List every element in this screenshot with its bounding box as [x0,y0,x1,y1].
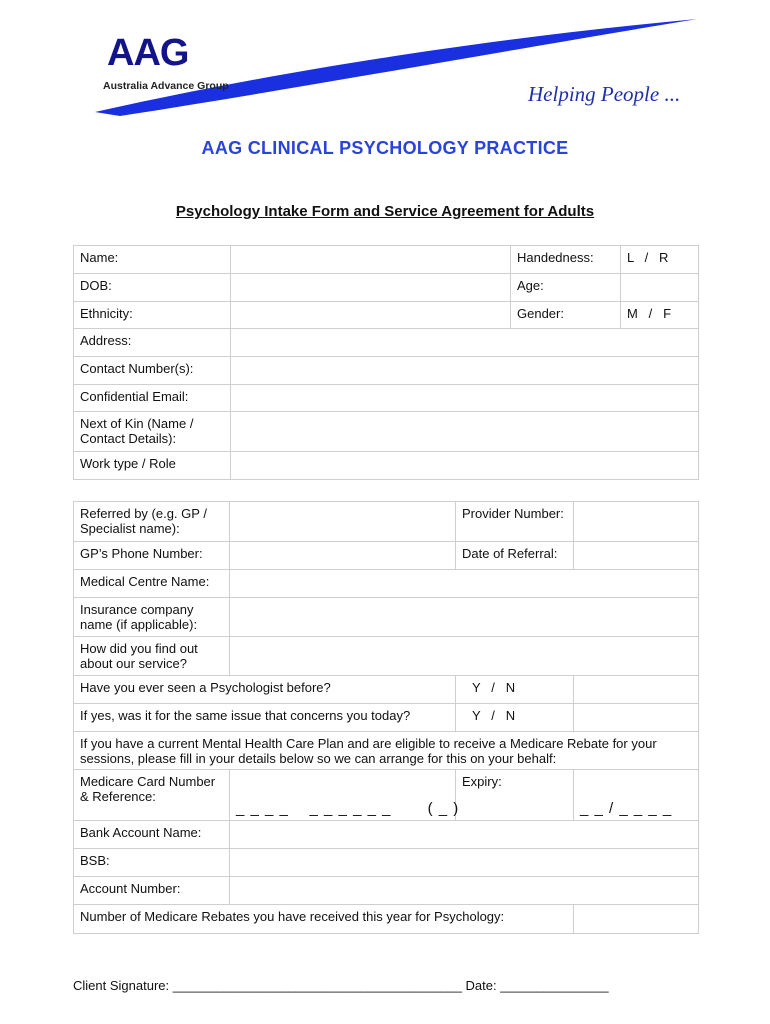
name-label: Name: [74,246,231,274]
medicare-note: If you have a current Mental Health Care Plan and are eligible to receive a Medicare Rebate for your sessions, please fill in your details below so we can arrange for this on your behalf: [74,732,699,770]
medicare-card-label: Medicare Card Number & Reference: [74,770,230,821]
work-field[interactable] [231,452,699,480]
bsb-label: BSB: [74,849,230,877]
seen-psychologist-label: Have you ever seen a Psychologist before? [74,676,456,704]
logo-text: AAG [107,32,189,74]
handedness-label: Handedness: [511,246,621,274]
gender-label: Gender: [511,302,621,329]
seen-psychologist-options[interactable]: Y / N [456,676,574,704]
contact-label: Contact Number(s): [74,357,231,385]
logo-subtitle: Australia Advance Group [103,80,229,92]
find-out-field[interactable] [230,637,699,676]
personal-details-table [73,245,699,480]
ethnicity-label: Ethnicity: [74,302,231,329]
find-out-label: How did you find out about our service? [74,637,230,676]
practice-name: AAG CLINICAL PSYCHOLOGY PRACTICE [201,138,569,158]
handedness-options[interactable]: L / R [621,246,699,274]
expiry-field[interactable] [574,770,699,821]
medicare-card-field[interactable] [230,770,460,821]
provider-number-label: Provider Number: [456,502,574,542]
work-label: Work type / Role [74,452,231,480]
bank-account-field[interactable] [230,821,699,849]
signature-line[interactable]: Client Signature: ________________________________________ Date: _______________ [73,978,609,993]
same-issue-blank [574,704,699,732]
kin-label: Next of Kin (Name / Contact Details): [74,412,231,452]
expiry-blanks: _ _ / _ _ _ _ [580,800,673,817]
rebates-label: Number of Medicare Rebates you have received this year for Psychology: [74,905,574,934]
date-referral-field[interactable] [574,542,699,570]
name-field[interactable] [231,246,511,274]
gp-phone-field[interactable] [230,542,456,570]
same-issue-label: If yes, was it for the same issue that concerns you today? [74,704,456,732]
account-number-label: Account Number: [74,877,230,905]
account-number-field[interactable] [230,877,699,905]
address-field[interactable] [231,329,699,357]
gender-options[interactable]: M / F [621,302,699,329]
referred-by-label: Referred by (e.g. GP / Specialist name): [74,502,230,542]
expiry-label: Expiry: [456,770,574,821]
bsb-field[interactable] [230,849,699,877]
date-referral-label: Date of Referral: [456,542,574,570]
seen-psychologist-blank [574,676,699,704]
dob-field[interactable] [231,274,511,302]
bank-account-label: Bank Account Name: [74,821,230,849]
email-field[interactable] [231,385,699,412]
contact-field[interactable] [231,357,699,385]
referral-table [73,501,699,934]
age-field[interactable] [621,274,699,302]
gp-phone-label: GP’s Phone Number: [74,542,230,570]
referred-by-field[interactable] [230,502,456,542]
insurance-label: Insurance company name (if applicable): [74,598,230,637]
insurance-field[interactable] [230,598,699,637]
address-label: Address: [74,329,231,357]
kin-field[interactable] [231,412,699,452]
age-label: Age: [511,274,621,302]
medical-centre-label: Medical Centre Name: [74,570,230,598]
email-label: Confidential Email: [74,385,231,412]
ethnicity-field[interactable] [231,302,511,329]
rebates-field[interactable] [574,905,699,934]
medicare-card-blanks: _ _ _ _ _ _ _ _ _ _ ( _ ) [236,800,460,817]
dob-label: DOB: [74,274,231,302]
provider-number-field[interactable] [574,502,699,542]
medical-centre-field[interactable] [230,570,699,598]
same-issue-options[interactable]: Y / N [456,704,574,732]
tagline: Helping People ... [528,82,681,106]
form-title: Psychology Intake Form and Service Agreement for Adults [175,203,595,220]
